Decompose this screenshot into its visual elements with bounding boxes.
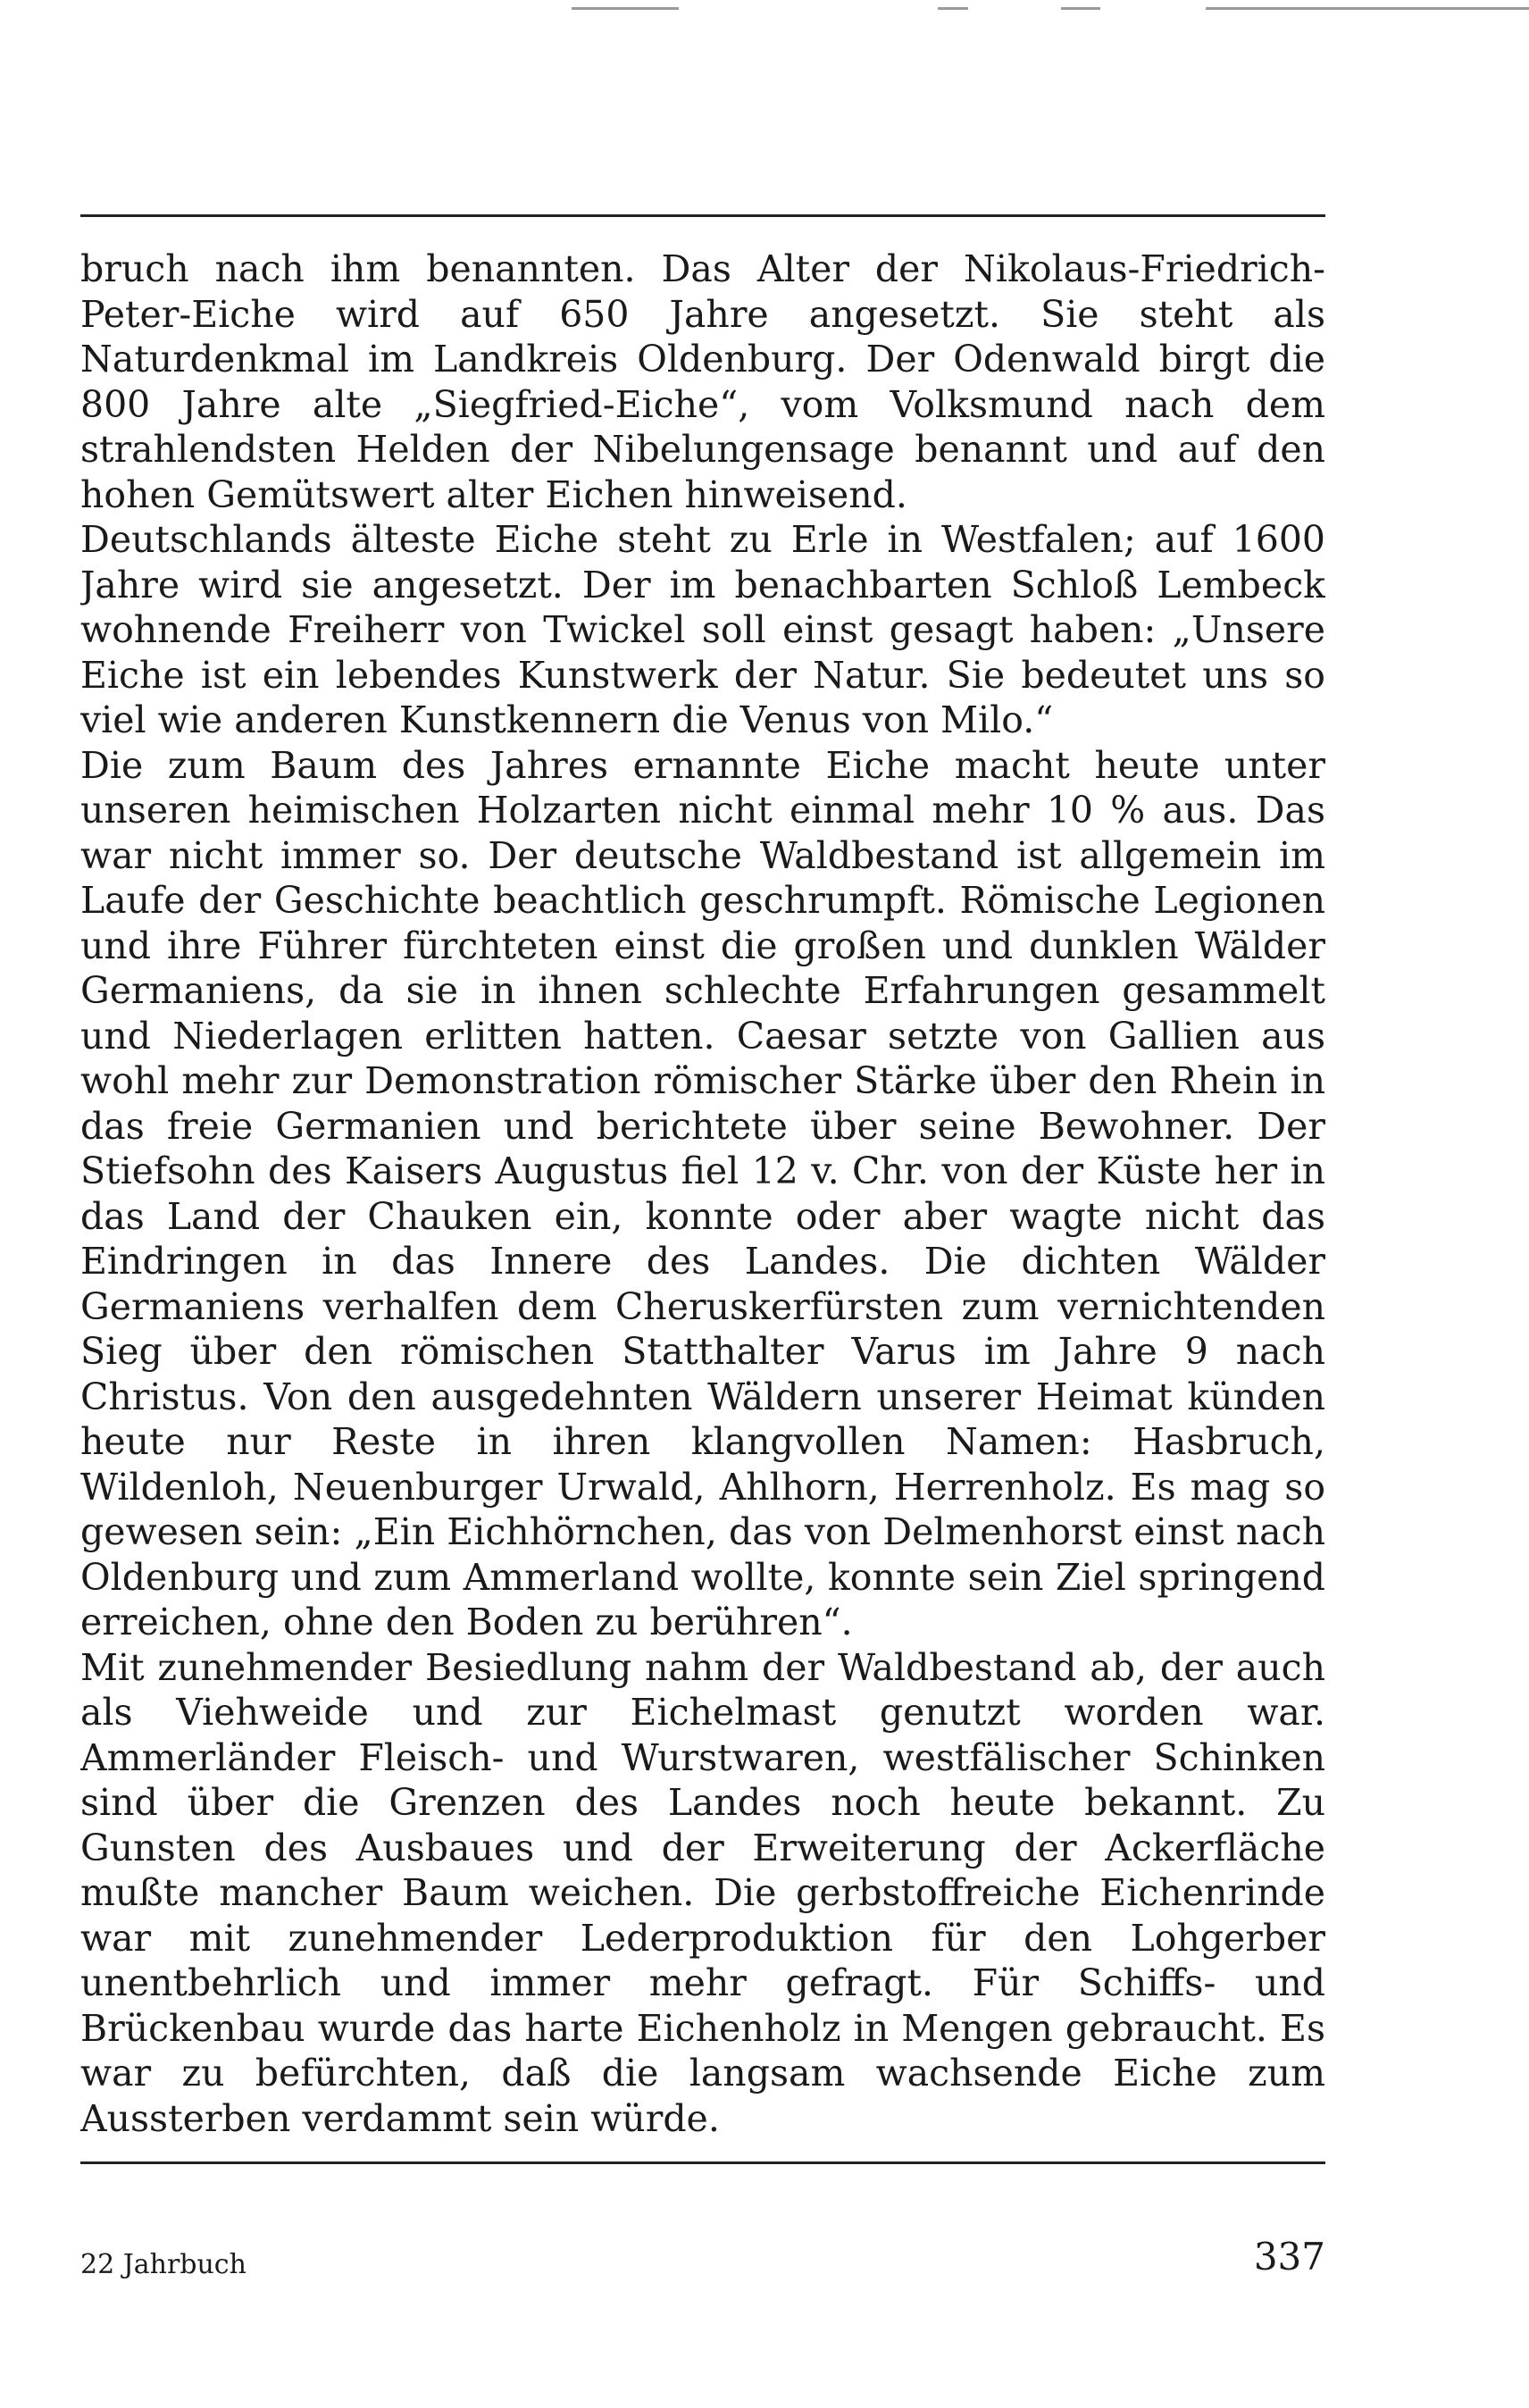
paragraph-3: Die zum Baum des Jahres ernannte Eiche macht heute unter unseren heimischen Holzarten nicht einmal mehr 10 % aus. Das war nicht immer so. Der deutsche Waldbestand ist allgemein im Laufe der Geschichte beachtlich geschrumpft. Römische Legionen und ihre Führer fürchteten einst die großen und dunklen Wälder Germaniens, da sie in ihnen schlechte Erfahrungen gesammelt und Niederlagen erlitten hatten. Caesar setzte von Gallien aus wohl mehr zur Demonstration römischer Stärke über den Rhein in das freie Germanien und berichtete über seine Bewohner. Der Stiefsohn des Kaisers Augustus fiel 12 v. Chr. von der Küste her in das Land der Chauken ein, konnte oder aber wagte nicht das Eindringen in das Innere des Landes. Die dichten Wälder Germaniens verhalfen dem Cheruskerfürsten zum vernichtenden Sieg über den römischen Statthalter Varus im Jahre 9 nach Christus. Von den ausgedehnten Wäldern unserer Heimat künden heute nur Reste in ihren klangvollen Namen: Hasbruch, Wildenloh, Neuenburger Urwald, Ahlhorn, Herrenholz. Es mag so gewesen sein: „Ein Eichhörnchen, das von Delmenhorst einst nach Oldenburg und zum Ammerland wollte, konnte sein Ziel springend erreichen, ohne den Boden zu berühren“. (80, 743, 1325, 1643)
body-text (80, 247, 1325, 2149)
paragraph-2: Deutschlands älteste Eiche steht zu Erle in Westfalen; auf 1600 Jahre wird sie angesetzt. Der im benachbarten Schloß Lembeck wohnende Freiherr von Twickel soll einst gesagt haben: „Unsere Eiche ist ein lebendes Kunstwerk der Natur. Sie bedeutet uns so viel wie anderen Kunstkennern die Venus von Milo.“ (80, 518, 1325, 741)
paragraph-4: Mit zunehmender Besiedlung nahm der Waldbestand ab, der auch als Viehweide und zur Eichelmast genutzt worden war. Ammerländer Fleisch- und Wurstwaren, westfälischer Schinken sind über die Grenzen des Landes noch heute bekannt. Zu Gunsten des Ausbaues und der Erweiterung der Ackerfläche mußte mancher Baum weichen. Die gerbstoffreiche Eichenrinde war mit zunehmender Lederproduktion für den Lohgerber unentbehrlich und immer mehr gefragt. Für Schiffs- und Brückenbau wurde das harte Eichenholz in Mengen gebraucht. Es war zu befürchten, daß die langsam wachsende Eiche zum Aussterben verdammt sein würde. (80, 1645, 1325, 2140)
paragraph-1: bruch nach ihm benannten. Das Alter der Nikolaus-Friedrich-Peter-Eiche wird auf 650 Jahre angesetzt. Sie steht als Naturdenkmal im Landkreis Oldenburg. Der Odenwald birgt die 800 Jahre alte „Siegfried-Eiche“, vom Volksmund nach dem strahlendsten Helden der Nibelungensage benannt und auf den hohen Gemütswert alter Eichen hinweisend. (80, 247, 1325, 516)
scan-edge-marks (0, 7, 1529, 13)
footer-signature: 22 Jahrbuch (80, 2249, 246, 2280)
top-rule (80, 214, 1325, 217)
page-number: 337 (1253, 2235, 1325, 2278)
bottom-rule (80, 2161, 1325, 2164)
